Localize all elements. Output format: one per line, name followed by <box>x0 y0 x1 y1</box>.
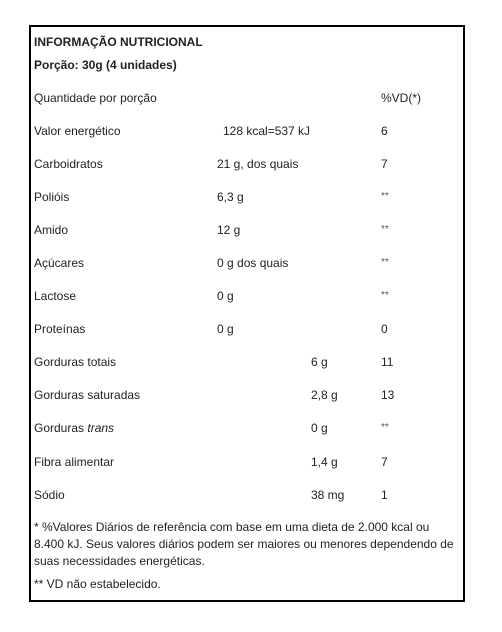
nutrient-vd: ** <box>381 290 389 301</box>
nutrient-name: Gorduras totais <box>34 355 117 369</box>
nutrient-amount: 6,3 g <box>217 190 244 204</box>
table-row <box>31 289 463 307</box>
table-header-row <box>31 91 463 109</box>
table-row <box>31 488 463 506</box>
footnote-vd-reference: * %Valores Diários de referência com base em uma dieta de 2.000 kcal ou 8.400 kJ. Seus valores diários podem ser maiores ou menores dependendo de suas necessidades energéticas. <box>34 520 454 568</box>
nutrient-amount: 0 g <box>311 421 328 435</box>
table-row <box>31 256 463 274</box>
nutrient-name: Gorduras saturadas <box>34 388 141 402</box>
nutrient-name: Carboidratos <box>34 157 103 171</box>
nutrient-name: Fibra alimentar <box>34 455 115 469</box>
nutrient-vd: 11 <box>381 355 394 369</box>
nutrient-amount: 2,8 g <box>311 388 338 402</box>
nutrient-name-prefix: Gorduras <box>34 421 88 435</box>
table-row <box>31 355 463 373</box>
nutrition-title: INFORMAÇÃO NUTRICIONAL <box>34 35 203 49</box>
nutrient-name: Polióis <box>34 190 70 204</box>
nutrient-amount: 0 g <box>217 289 234 303</box>
table-row <box>31 455 463 473</box>
table-row <box>31 157 463 175</box>
table-row <box>31 124 463 142</box>
column-header-vd: %VD(*) <box>381 91 422 105</box>
table-row <box>31 190 463 208</box>
nutrient-name-italic: trans <box>87 421 115 435</box>
column-header-quantity: Quantidade por porção <box>34 91 157 105</box>
nutrient-name: Proteínas <box>34 322 86 336</box>
nutrient-amount: 6 g <box>311 355 328 369</box>
nutrient-name: Lactose <box>34 289 77 303</box>
table-row <box>31 388 463 406</box>
nutrient-amount: 1,4 g <box>311 455 338 469</box>
nutrient-name <box>34 421 114 435</box>
footnote-not-established: ** VD não estabelecido. <box>34 577 161 591</box>
nutrient-vd: ** <box>381 224 389 235</box>
nutrient-name: Amido <box>34 223 69 237</box>
nutrient-vd: 6 <box>381 124 388 138</box>
nutrient-vd: 1 <box>381 488 388 502</box>
nutrient-name: Açúcares <box>34 256 85 270</box>
nutrient-vd: ** <box>381 257 389 268</box>
nutrient-vd: 7 <box>381 455 388 469</box>
nutrient-vd: 7 <box>381 157 388 171</box>
nutrient-vd: ** <box>381 422 389 433</box>
nutrient-name: Valor energético <box>34 124 121 138</box>
nutrient-amount: 38 mg <box>311 488 345 502</box>
nutrient-vd: 13 <box>381 388 395 402</box>
table-row <box>31 421 463 439</box>
nutrient-amount: 21 g, dos quais <box>217 157 299 171</box>
nutrition-facts-panel <box>29 25 465 602</box>
portion-size: Porção: 30g (4 unidades) <box>34 58 177 72</box>
nutrient-vd: 0 <box>381 322 388 336</box>
nutrient-amount: 12 g <box>217 223 241 237</box>
table-row <box>31 322 463 340</box>
nutrient-amount: 0 g <box>217 322 234 336</box>
table-row <box>31 223 463 241</box>
nutrient-amount: 128 kcal=537 kJ <box>223 124 311 138</box>
nutrient-name: Sódio <box>34 488 65 502</box>
nutrient-amount: 0 g dos quais <box>217 256 289 270</box>
nutrient-vd: ** <box>381 191 389 202</box>
